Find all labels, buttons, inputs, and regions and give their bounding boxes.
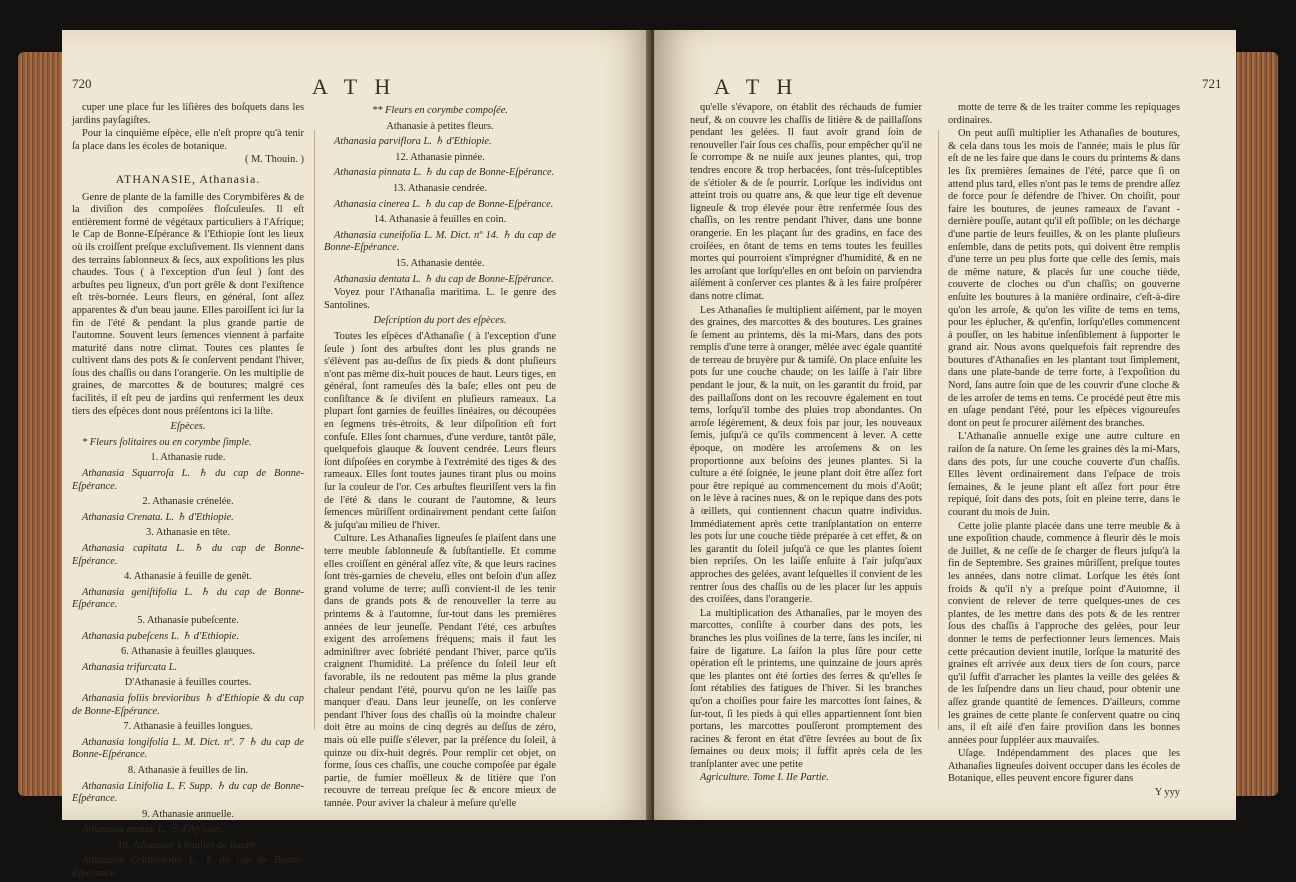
text-block: ( M. Thouin. ) xyxy=(245,154,304,166)
text-block: 13. Athanasie cendrée. xyxy=(392,182,488,194)
text-block: Athanasia Crenata. L. ♄ d'Ethiopie. xyxy=(82,511,234,523)
text-block: Deſcription du port des eſpèces. xyxy=(373,315,507,327)
left-page-number: 720 xyxy=(72,76,92,91)
text-block: 10. Athanasie à feuilles de Bacile. xyxy=(117,839,259,851)
text-block: 2. Athanasie crénelée. xyxy=(142,496,234,508)
text-block: 7. Athanasie à feuilles longues. xyxy=(123,721,253,733)
left-page xyxy=(62,30,654,880)
text-block: Y yyy xyxy=(1154,787,1180,799)
left-column-1 xyxy=(72,102,304,882)
left-running-head: A T H xyxy=(312,74,397,99)
text-block: Toutes les eſpèces d'Athanaſie ( à l'exception d'une ſeule ) ſont des arbuſtes dont les plus grands ne s'élèvent pas au-deſſus de ſix pieds & dont pluſieurs n'ont pas même dix-huit pouces de haut. Leurs tiges, en général, ſont rameuſes dès la baſe; elles ont peu de conſiſtance & ſe diviſent en pluſieurs rameaux. La plupart ſont garnies de feuilles linéaires, ou découpées en ſegmens très-étroits, & leur diſpoſition eſt fort confuſe. Elles ſont charnues, d'une verdure, tantôt pâle, quelquefois glauque & ſouvent cendrée. Leurs fleurs ſont diſpoſées en corymbe à l'extrémité des tiges & des rameaux. Elles ſont toutes jaunes tirant plus ou moins ſur la couleur de l'or. Ces arbuſtes fleuriſſent vers la fin de l'été & dans le courant de l'automne, & leurs ſemences mûriſſent ordinairement pendant cette ſaiſon & juſqu'au milieu de l'hiver. xyxy=(324,330,556,531)
left-column-2 xyxy=(324,102,556,811)
text-block: Athanasia Crithmifolia L. ♄ du cap de Bonne-Eſpérance. xyxy=(72,855,304,880)
text-block: Genre de plante de la famille des Corymbifères & de la diviſion des compoſées floſculeuſes. Il eſt entièrement formé de végétaux particuliers à l'Afrique; le Cap de Bonne-Eſpérance & l'Ethiopie ſont les lieux où ils croiſſent preſque excluſivement. Ils viennent dans des terrains ſablonneux & ſecs, aux expoſitions les plus chaudes. Tous ( à l'exception d'un ſeul ) ſont des arbuſtes peu ligneux, d'un port grêle & dont l'exiſtence eſt très-bornée. Leurs fleurs, en général, ſont aſſez apparentes & d'un beau jaune. Elles paroiſſent ici ſur la fin de l'été & pendant la plus grande partie de l'automne. Souvent leurs ſemences viennent à parfaite maturité dans notre climat. Toutes ces plantes ſe cultivent dans des pots & ſe conſervent pendant l'hiver, ſous des chaſſis ou dans l'orangerie. On les multiplie de graines, de marcottes & de boutures; malgré ces facilités, il eſt peu de jardins qui renferment les deux tiers des eſpèces dont nous préſentons ici la liſte. xyxy=(72,191,304,417)
text-block: cuper une place fur les liſières des boſquets dans les jardins payſagiſtes. xyxy=(72,102,304,126)
column-rule xyxy=(938,130,939,730)
text-block: Athanasia dentata L. ♄ du cap de Bonne-Eſpérance. xyxy=(334,273,554,285)
column-rule xyxy=(314,130,315,730)
text-block: Agriculture. Tome I. IIe Partie. xyxy=(700,772,829,784)
right-page-edges xyxy=(1232,52,1278,796)
text-block: Athanasia Linifolia L. F. Supp. ♄ du cap de Bonne-Eſpérance. xyxy=(72,780,304,805)
left-page-edges xyxy=(18,52,68,796)
text-block: motte de terre & de les traiter comme les repiquages ordinaires. xyxy=(948,102,1180,126)
text-block: Athanasia capitata L. ♄ du cap de Bonne-Eſpérance. xyxy=(72,543,304,567)
text-block: Pour la cinquième eſpèce, elle n'eſt propre qu'à tenir ſa place dans les écoles de botanique. xyxy=(72,128,304,152)
right-running-head: A T H xyxy=(714,74,799,99)
right-page-number: 721 xyxy=(1202,76,1222,91)
text-block: 1. Athanasie rude. xyxy=(150,452,226,464)
right-column-2 xyxy=(948,102,1180,801)
text-block: Athanasia Squarroſa L. ♄ du cap de Bonne-Eſpérance. xyxy=(72,468,304,492)
text-block: 8. Athanasie à feuilles de lin. xyxy=(127,764,249,776)
text-block: 3. Athanasie en tête. xyxy=(146,527,230,539)
text-block: qu'elle s'évapore, on établit des réchauds de fumier neuf, & on couvre les chaſſis de litière & de paillaſſons pendant les gelées. Il faut avoir grand ſoin de renouveller l'air ſous ces chaſſis, pour empêcher qu'il ne ſe corrompe & ne nuiſe aux jeunes plantes, qui, trop tendres encore & trop herbacées, ſont très-ſuſceptibles de s'étioler & de ſe pourrir. Lorſque les individus ont atteint trois ou quatre ans, & que leur tige eſt devenue ligneuſe & trop élevée pour être renfermée ſous des chaſſis, on les rentre pendant l'hiver, dans une bonne orangerie. En les plaçant ſur des gradins, en face des croiſées, en ôtant de tems en tems toutes les feuilles mortes qui pourroient s'imprégner d'humidité, & en ne les arroſant que lorſqu'elles en ont beſoin on parviendra aiſément à conſerver ces plantes & à les faire proſpérer dans notre climat. xyxy=(690,102,922,302)
text-block: 4. Athanasie à feuille de genêt. xyxy=(124,571,252,583)
right-page xyxy=(654,30,1236,820)
text-block: La multiplication des Athanaſies, par le moyen des marcottes, conſiſte à courber dans des pots, les branches les plus voiſines de la terre, ſans les inciſer, ni faire de ligature. La ſaiſon la plus ſûre pour cette opération eſt le printems, une quinzaine de jours après que les plantes ont été ſorties des ſerres & qu'elles ſe ſont rétablies des fatigues de l'hiver. Si les branches qu'on a choiſies pour faire les marcottes ſont ſaines, & ſur-tout, ſi les pieds à qui elles appartiennent ſont bien portans, les marcottes pouſſeront promptement des racines & feront en état d'être ſevrées au bout de ſix ſemaines ou deux mois; il ſuffit après cela de les tranſplanter avec une petite xyxy=(690,607,922,770)
text-block: Athanasia pinnata L. ♄ du cap de Bonne-Eſpérance. xyxy=(334,167,555,179)
text-block: 12. Athanasie pinnée. xyxy=(395,151,485,163)
text-block: ** Fleurs en corymbe compoſée. xyxy=(372,105,508,116)
text-block: Athanasia pubeſcens L. ♄ d'Ethiopie. xyxy=(82,630,239,642)
text-block: Athanasia parviflora L. ♄ d'Ethiopie. xyxy=(334,136,492,148)
text-block: 15. Athanasie dentée. xyxy=(395,257,485,269)
text-block: Uſage. Indépendamment des places que les Athanaſies ligneuſes doivent occuper dans les écoles de Botanique, elles peuvent encore figurer dans xyxy=(948,748,1180,785)
text-block: Athanasia geniſtifolia L. ♄ du cap de Bonne-Eſpérance. xyxy=(72,586,304,611)
text-block: Cette jolie plante placée dans une terre meuble & à une expoſition chaude, commence à fleurir dès le mois de Juillet, & ne ceſſe de ſe charger de fleurs juſqu'à la fin de Septembre. Ses graines mûriſſent, preſque toutes les années, dans notre climat. Lorſque les étés ſont froids & qu'il n'y a preſque point d'Automne, il convient de relever de terre quelques-unes de ces plantes, de les mettre dans des pots & de les rentrer ſous des chaſſis à l'approche des gelées, pour leur donner le tems de perfectionner leurs ſemences. Mais cette précaution devient inutile, lorſque la maturité des graines eſt arrivée aux deux tiers de ſon cours, parce qu'il ſuffit d'arracher les plantes la veille des gelées & de les ſuſpendre dans un lieu chaud, pour obtenir une aſſez grande quantité de ſemences. D'ailleurs, comme les graines de cette plante ſe conſervent quatre ou cinq ans, il eſt aiſé d'en faire proviſion dans les bonnes années pour ſuppléer aux mauvaiſes. xyxy=(948,520,1180,746)
text-block: Culture. Les Athanaſies ligneuſes ſe plaiſent dans une terre meuble ſablonneuſe & ſubſtantielle. Et comme elles croiſſent en général aſſez vîte, & que leurs racines ſont très-garnies de chevelu, elles ont beſoin d'un aſſez grand volume de terre; auſſi convient-il de les tenir dans de grands pots & de renouveller la terre au printems & à l'automne, ſur-tout dans les premières années de leur jeuneſſe. Pendant l'été, ces arbuſtes exigent des arroſemens fréquens; mais il faut les adminiſtrer avec ſobriété pendant l'hiver, parce qu'ils craignent l'humidité. La préſence du ſoleil leur eſt favorable, ils ne redoutent pas même la plus grande chaleur pendant l'été, pourvu qu'on ne les laiſſe pas manquer d'eau. Dans leur jeuneſſe, on les conſerve pendant l'hiver ſous des chaſſis où la moindre chaleur doit être au moins de cinq degrés au deſſus de zéro, mais où elle puiſſe s'élever, par la préſence du ſoleil, à quinze ou dix-huit degrés. Pour remplir cet objet, on forme, ſous ces chaſſis, une couche compoſée par égale partie, de fumier moëlleux & de litière que l'on recouvre de terreau preſque ſec & encore mieux de tannée. Pour aviver la chaleur à meſure qu'elle xyxy=(324,533,556,809)
text-block: D'Athanasie à feuilles courtes. xyxy=(124,677,252,689)
text-block: 14. Athanasie à feuilles en coin. xyxy=(373,214,507,226)
text-block: Voyez pour l'Athanaſia maritima. L. le genre des Santolines. xyxy=(324,287,556,311)
text-block: On peut auſſi multiplier les Athanaſies de boutures, & cela dans tous les mois de l'année; mais le plus ſûr eſt de ne les faire que dans le cours du printems & dans les ſix premières ſemaines de l'été, parce que ſi on attend plus tard, elles n'ont pas le tems de prendre aſſez de force pour ſe défendre de l'hiver. On choiſit, pour faire les boutures, de jeunes rameaux de l'avant - dernière pouſſe, autant qu'il eſt poſſible; on les décharge d'une partie de leurs feuilles, & on les plante pluſieurs enſemble, dans de petits pots, qui doivent être remplis d'une terre un peu plus forte que celle des ſemis, mais de même nature, & placés ſur une couche tiède, couverte de cloches ou d'un chaſſis; on gouverne enſuite les boutures à la manière ordinaire, c'eſt-à-dire qu'on les arroſe, & qu'on les viſite de tems en tems, pour les éplucher, & qu'enfin, lorſqu'elles commencent à pouſſer, on les habitue inſenſiblement à ſupporter le grand air. Nous avons quelquefois fait reprendre des boutures d'Athanaſies en les plantant tout ſimplement, dans une plate-bande de terre forte, à l'expoſition du Nord, ſans autre ſoin que de les couvrir d'une cloche & de les arroſer de tems en tems. Ce procédé peut être mis en uſage pendant l'été, pour les eſpèces vigoureuſes dont on peut ſe procurer aiſément des branches. xyxy=(948,128,1180,429)
text-block: Athanasia annua. L. ☉ d'Afrique. xyxy=(82,824,222,836)
text-block: L'Athanaſie annuelle exige une autre culture en raiſon de ſa nature. On ſeme les graines dès la mi-Mars, dans des pots, ſur une couche couverte d'un chaſſis. Elles lèvent ordinairement dans l'eſpace de trois ſemaines, & le jeune plant eſt aſſez fort pour être repiqué, ſoit dans des pots, ſoit en pleine terre, dans le courant du mois de Juin. xyxy=(948,431,1180,518)
right-column-1 xyxy=(690,102,922,786)
text-block: Les Athanaſies ſe multiplient aiſément, par le moyen des graines, des marcottes & des boutures. Les graines ſe ſement au printems, dès la mi-Mars, dans des pots remplis d'une terre à oranger, mêlée avec égale quantité de terreau de bruyère pur & tamiſé. On place enſuite les pots ſur une couche chaude; on les laiſſe à l'air libre pendant le jour, & la nuit, on les garantit du froid, par des paillaſſons dont on les recouvre également en tout tems, lorſqu'il tombe des pluies trop abondantes. On arroſe légèrement, & deux fois par jour, les nouveaux ſemis, juſqu'à ce qu'ils commencent à lever. A cette époque, on modère les arroſemens & on les proportionne aux beſoins des jeunes plantes. Si la culture a été ſoignée, le jeune plant doit être aſſez fort pour être repiqué au commencement du mois d'Août; on le lève à racines nues, & on le repique dans des pots à œillets, qui contiennent chacun quatre individus. Immédiatement après cette tranſplantation on enterre les pots ſur une couche tiède préparée à cet effet, & on les garantit du ſoleil juſqu'à ce que les plantes ſoient bien repriſes. On les laiſſe enſuite à l'air juſqu'aux approches des gelées, avant leſquelles il convient de les rentrer ſous des chaſſis ou de les placer ſur les appuis des croiſées, dans l'orangerie. xyxy=(690,304,922,606)
text-block: Athanasia cinerea L. ♄ du cap de Bonne-Eſpérance. xyxy=(334,198,554,210)
text-block: 9. Athanasie annuelle. xyxy=(142,808,234,820)
text-block: 6. Athanasie à feuilles glauques. xyxy=(121,646,255,658)
text-block: Athanasia cuneifolia L. M. Dict. nº 14. ♄ du cap de Bonne-Eſpérance. xyxy=(324,229,556,254)
text-block: Athanasia longifolia L. M. Dict. nº. 7 ♄ du cap de Bonne-Eſpérance. xyxy=(72,736,304,761)
text-block: Athanasie à petites fleurs. xyxy=(386,120,494,132)
text-block: Athanasia foliis brevioribus ♄ d'Ethiopie & du cap de Bonne-Eſpérance. xyxy=(72,692,304,717)
text-block: 5. Athanasie pubeſcente. xyxy=(137,614,239,626)
text-block: ATHANASIE, Athanasia. xyxy=(115,171,261,186)
text-block: Athanasia trifurcata L. xyxy=(82,661,178,673)
text-block: * Fleurs ſolitaires ou en corymbe ſimple. xyxy=(82,436,252,448)
text-block: Eſpèces. xyxy=(170,421,206,433)
